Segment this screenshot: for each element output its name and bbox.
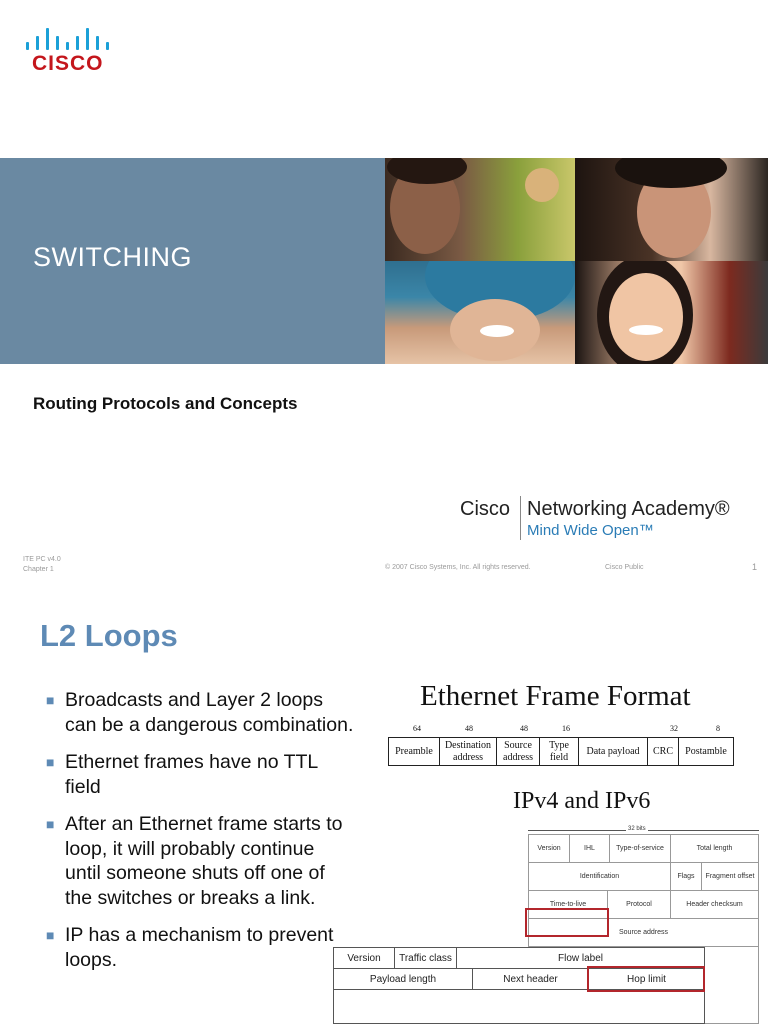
ruler-label: 32 bits: [628, 826, 646, 832]
ipv4-protocol: Protocol: [607, 890, 671, 919]
ethernet-frame-title: Ethernet Frame Format: [420, 680, 691, 712]
ipv4-identification: Identification: [528, 862, 671, 891]
footer-page-number: 1: [752, 562, 758, 572]
footer-copyright: © 2007 Cisco Systems, Inc. All rights reserved.: [385, 564, 531, 571]
photo-woman-smiling: [575, 261, 768, 364]
bits-type: 16: [562, 724, 570, 733]
bullet-icon: ■: [46, 754, 55, 770]
bit-width-ruler: [528, 826, 759, 834]
bullet-text: After an Ethernet frame starts to loop, it will probably continue until someone shuts off one of the switches or breaks a link.: [65, 813, 343, 909]
bits-preamble: 64: [413, 724, 421, 733]
photo-collage: [385, 158, 768, 364]
banner-title: SWITCHING: [33, 242, 192, 272]
ethernet-frame-table: [388, 737, 734, 766]
l2-loops-slide: [0, 588, 768, 1024]
slide-title: L2 Loops: [40, 618, 178, 653]
ipv6-more-rows: [333, 989, 705, 1024]
academy-tagline: Mind Wide Open™: [527, 522, 654, 539]
ipv4-ttl: Time-to-live: [528, 890, 608, 919]
photo-man-smiling: [575, 158, 768, 261]
bullet-icon: ■: [46, 927, 55, 943]
ipv4-source-address: Source address: [528, 918, 759, 947]
ipv4-version: Version: [528, 834, 570, 863]
ipv6-payload-length: Payload length: [333, 968, 473, 990]
ipv4-tos: Type-of-service: [609, 834, 671, 863]
hop-limit-highlight: [587, 966, 705, 992]
field-preamble: Preamble: [389, 738, 440, 766]
field-type: Type field: [540, 738, 579, 766]
cisco-logo: [24, 24, 116, 76]
ipv6-traffic-class: Traffic class: [394, 947, 457, 969]
academy-name: Networking Academy®: [527, 498, 730, 520]
bullet-text: Broadcasts and Layer 2 loops can be a dangerous combination.: [65, 689, 354, 736]
bullet-item: [45, 812, 355, 910]
ipv4-total-length: Total length: [670, 834, 759, 863]
ipv6-flow-label: Flow label: [456, 947, 705, 969]
cisco-wordmark: CISCO: [32, 52, 104, 75]
ipv6-version: Version: [333, 947, 395, 969]
slide-subtitle: Routing Protocols and Concepts: [33, 394, 298, 413]
footer-course-line2: Chapter 1: [23, 566, 54, 573]
ipv6-next-header: Next header: [472, 968, 589, 990]
bullet-text: Ethernet frames have no TTL field: [65, 751, 318, 798]
field-source: Source address: [497, 738, 540, 766]
bullet-icon: ■: [46, 816, 55, 832]
bits-destination: 48: [465, 724, 473, 733]
bullet-icon: ■: [46, 692, 55, 708]
cisco-bridge-icon: [24, 24, 116, 50]
academy-divider: [520, 496, 521, 540]
photo-man-skateboard: [385, 158, 575, 261]
ethernet-frame-row: [389, 738, 734, 766]
bits-source: 48: [520, 724, 528, 733]
ipv4-fragment-offset: Fragment offset: [701, 862, 759, 891]
ip-header-title: IPv4 and IPv6: [513, 788, 651, 814]
ipv4-flags: Flags: [670, 862, 702, 891]
bullet-item: [45, 688, 355, 737]
bits-crc: 32: [670, 724, 678, 733]
bullet-list: [45, 688, 355, 985]
field-destination: Destination address: [440, 738, 497, 766]
bits-postamble: 8: [716, 724, 720, 733]
footer-course: [23, 555, 61, 575]
ipv4-header-checksum: Header checksum: [670, 890, 759, 919]
photo-person-hood: [385, 261, 575, 364]
ipv4-ihl: IHL: [569, 834, 610, 863]
footer-classification: Cisco Public: [605, 564, 644, 571]
field-data: Data payload: [579, 738, 648, 766]
ipv6-header-diagram: [333, 947, 705, 1024]
field-postamble: Postamble: [679, 738, 734, 766]
field-crc: CRC: [648, 738, 679, 766]
academy-company: Cisco: [460, 498, 511, 520]
bullet-item: [45, 750, 355, 799]
title-banner: [0, 158, 768, 364]
ttl-highlight: [525, 908, 609, 937]
bullet-item: [45, 923, 355, 972]
bullet-text: IP has a mechanism to prevent loops.: [65, 924, 334, 971]
networking-academy-logo: [460, 496, 760, 546]
footer-course-line1: ITE PC v4.0: [23, 556, 61, 563]
ipv6-hop-limit: Hop limit: [588, 968, 705, 990]
